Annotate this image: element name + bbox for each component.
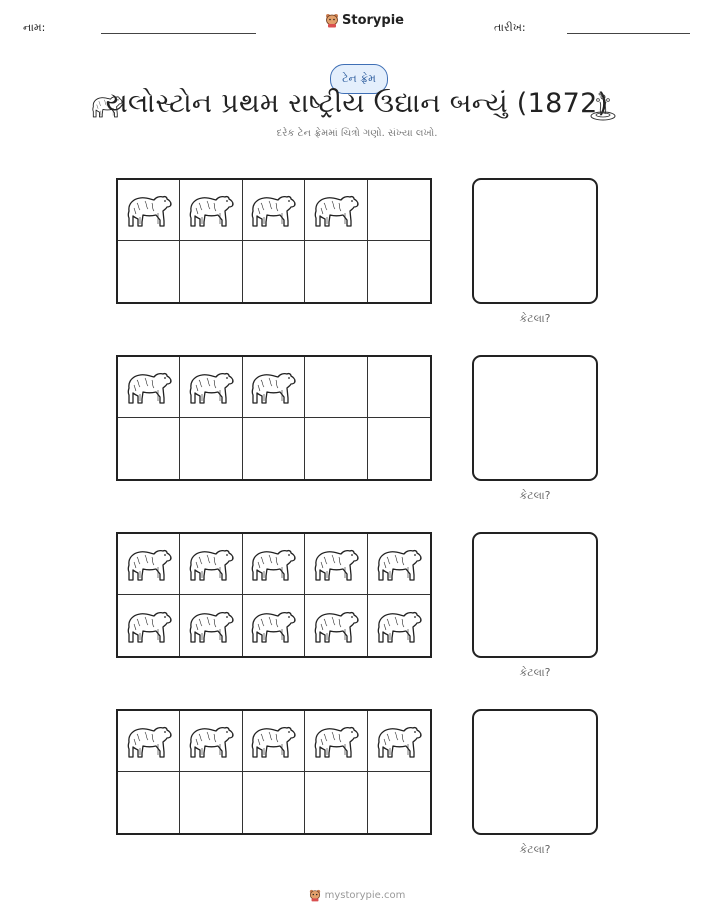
frame-cell: [180, 595, 242, 656]
answer-box[interactable]: [472, 709, 598, 835]
frame-cell: [305, 534, 367, 595]
frame-cell: [118, 595, 180, 656]
frame-cell: [243, 534, 305, 595]
frame-cell: [180, 418, 242, 479]
date-label: તારીખ:: [494, 21, 526, 34]
bear-icon: [125, 190, 173, 230]
answer-label: કેટલા?: [519, 843, 551, 856]
frame-cell: [243, 711, 305, 772]
bear-icon: [375, 544, 423, 584]
footer-url[interactable]: mystorypie.com: [324, 889, 406, 901]
answer-label: કેટલા?: [519, 312, 551, 325]
bear-icon: [187, 721, 235, 761]
storypie-mascot-icon: [309, 888, 321, 902]
bear-icon: [187, 367, 235, 407]
ten-frame: [116, 178, 432, 304]
frame-cell: [243, 357, 305, 418]
brand-name: Storypie: [342, 12, 404, 28]
frame-cell: [305, 772, 367, 833]
frame-cell: [305, 711, 367, 772]
frame-cell: [243, 180, 305, 241]
bear-icon: [249, 606, 297, 646]
bear-icon: [187, 606, 235, 646]
frame-cell: [118, 418, 180, 479]
frame-cell: [118, 357, 180, 418]
bear-icon: [312, 190, 360, 230]
ten-frame-badge: ટેન ફ્રેમ: [330, 64, 388, 94]
footer: [0, 888, 714, 902]
frame-cell: [368, 772, 430, 833]
ten-frame: [116, 355, 432, 481]
frame-cell: [243, 772, 305, 833]
frame-cell: [118, 180, 180, 241]
bear-icon: [312, 606, 360, 646]
bear-icon: [187, 544, 235, 584]
bear-icon: [375, 606, 423, 646]
frame-cell: [180, 534, 242, 595]
answer-box[interactable]: [472, 532, 598, 658]
bear-icon: [187, 190, 235, 230]
frame-cell: [368, 534, 430, 595]
name-label: નામ:: [23, 21, 46, 34]
frame-cell: [243, 595, 305, 656]
bear-icon: [249, 544, 297, 584]
bear-icon: [125, 544, 173, 584]
frame-cell: [118, 772, 180, 833]
bear-icon: [125, 721, 173, 761]
brand-logo: [325, 12, 404, 28]
bear-icon: [249, 367, 297, 407]
frame-cell: [180, 241, 242, 302]
frame-cell: [305, 180, 367, 241]
frame-cell: [118, 711, 180, 772]
frame-cell: [180, 772, 242, 833]
frame-cell: [305, 418, 367, 479]
frame-cell: [305, 357, 367, 418]
bear-icon: [125, 367, 173, 407]
frame-cell: [305, 595, 367, 656]
frame-cell: [305, 241, 367, 302]
answer-box[interactable]: [472, 178, 598, 304]
frame-cell: [243, 418, 305, 479]
answer-label: કેટલા?: [519, 489, 551, 502]
storypie-mascot-icon: [325, 12, 339, 28]
name-field[interactable]: [101, 33, 256, 34]
frame-cell: [180, 180, 242, 241]
answer-label: કેટલા?: [519, 666, 551, 679]
page-title: યલોસ્ટોન પ્રથમ રાષ્ટ્રીય ઉદ્યાન બન્યું (1872): [105, 88, 609, 119]
frame-cell: [368, 418, 430, 479]
frame-cell: [243, 241, 305, 302]
bear-icon: [249, 721, 297, 761]
frame-cell: [368, 357, 430, 418]
frame-cell: [368, 180, 430, 241]
frame-cell: [180, 711, 242, 772]
frame-cell: [118, 241, 180, 302]
frame-cell: [180, 357, 242, 418]
instructions: દરેક ટેન ફ્રેમમાં ચિત્રો ગણો. સંખ્યા લખો.: [276, 128, 438, 139]
answer-box[interactable]: [472, 355, 598, 481]
bear-icon: [375, 721, 423, 761]
geyser-icon: [588, 92, 618, 122]
date-field[interactable]: [567, 33, 690, 34]
bear-icon: [125, 606, 173, 646]
frame-cell: [118, 534, 180, 595]
bear-icon: [312, 544, 360, 584]
ten-frame: [116, 532, 432, 658]
ten-frame: [116, 709, 432, 835]
frame-cell: [368, 595, 430, 656]
frame-cell: [368, 241, 430, 302]
bear-icon: [312, 721, 360, 761]
frame-cell: [368, 711, 430, 772]
bear-icon: [249, 190, 297, 230]
